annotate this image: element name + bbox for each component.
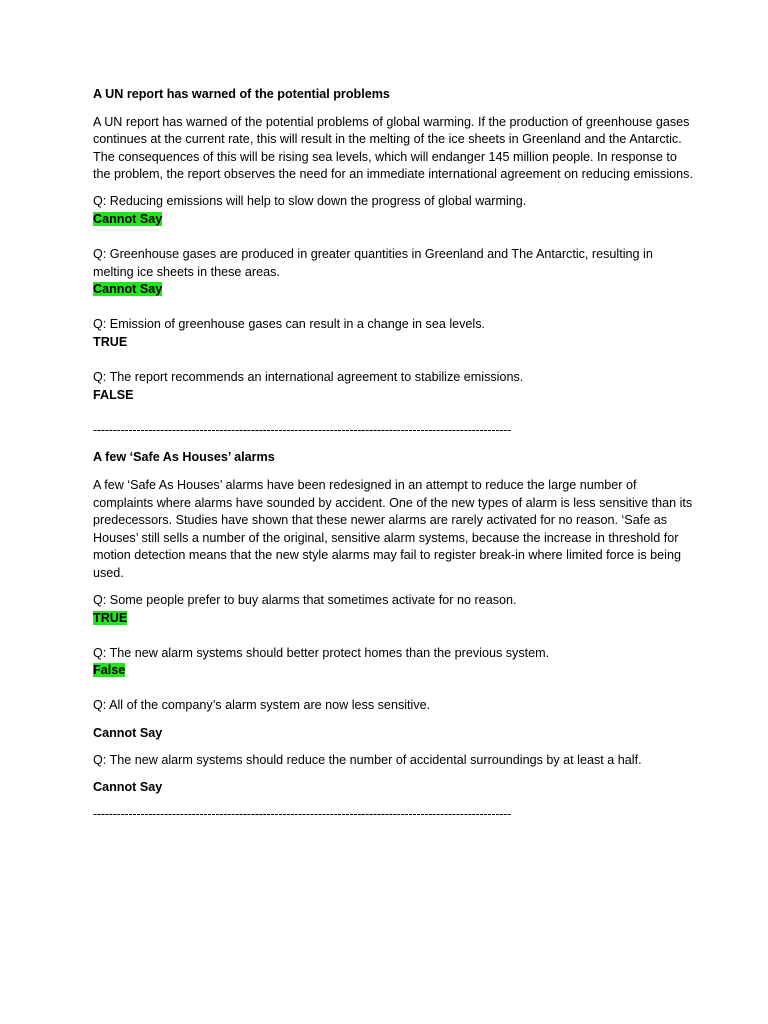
- question-text: Q: The report recommends an international agreement to stabilize emissions.: [93, 370, 524, 385]
- question-block: [93, 592, 693, 627]
- question-block: [93, 645, 693, 680]
- divider: ----------------------------------------------------------------------------------------------------------: [93, 422, 512, 437]
- section-title: A few ‘Safe As Houses’ alarms: [93, 450, 275, 465]
- answer: Cannot Say: [93, 725, 163, 740]
- passage: A few ‘Safe As Houses’ alarms have been redesigned in an attempt to reduce the large number of complaints where alarms have sounded by accident. One of the new types of alarm is less sensitive than its predecessors. Studies have shown that these newer alarms are rarely activated for no reason. ‘Safe as Houses’ still sells a number of the original, sensitive alarm systems, because the increase in threshold for motion detection means that the new style alarms may fail to register break-in where limited force is being used.: [93, 478, 693, 580]
- answer-highlight: TRUE: [93, 610, 128, 625]
- answer: [93, 662, 693, 680]
- question-block: [93, 369, 693, 404]
- answer: Cannot Say: [93, 779, 163, 794]
- question-block: [93, 246, 693, 299]
- answer: [93, 211, 693, 229]
- question-text: Q: Emission of greenhouse gases can result in a change in sea levels.: [93, 317, 486, 332]
- question-text: Q: Some people prefer to buy alarms that sometimes activate for no reason.: [93, 593, 517, 608]
- question-text: Q: The new alarm systems should reduce the number of accidental surroundings by at least a half.: [93, 752, 642, 767]
- question-text: Q: Reducing emissions will help to slow down the progress of global warming.: [93, 194, 527, 209]
- answer: [93, 610, 693, 628]
- answer: TRUE: [93, 335, 128, 350]
- question-text: Q: All of the company’s alarm system are now less sensitive.: [93, 698, 431, 713]
- document-page: [93, 86, 693, 823]
- answer-highlight: Cannot Say: [93, 212, 163, 227]
- section-title: A UN report has warned of the potential problems: [93, 87, 390, 101]
- answer-highlight: False: [93, 663, 126, 678]
- question-text: Q: Greenhouse gases are produced in greater quantities in Greenland and The Antarctic, resulting in melting ice sheets in these areas.: [93, 247, 653, 279]
- question-text: Q: The new alarm systems should better protect homes than the previous system.: [93, 645, 550, 660]
- passage: A UN report has warned of the potential problems of global warming. If the production of greenhouse gases continues at the current rate, this will result in the melting of the ice sheets in Greenland and the Antarctic. The consequences of this will be rising sea levels, which will endanger 145 million people. In response to the problem, the report observes the need for an immediate international agreement on reducing emissions.: [93, 114, 693, 182]
- question-block: [93, 752, 693, 797]
- divider: ----------------------------------------------------------------------------------------------------------: [93, 806, 512, 821]
- answer-highlight: Cannot Say: [93, 282, 163, 297]
- question-block: [93, 697, 693, 742]
- question-block: [93, 193, 693, 228]
- answer: [93, 281, 693, 299]
- question-block: [93, 316, 693, 351]
- answer: FALSE: [93, 387, 134, 402]
